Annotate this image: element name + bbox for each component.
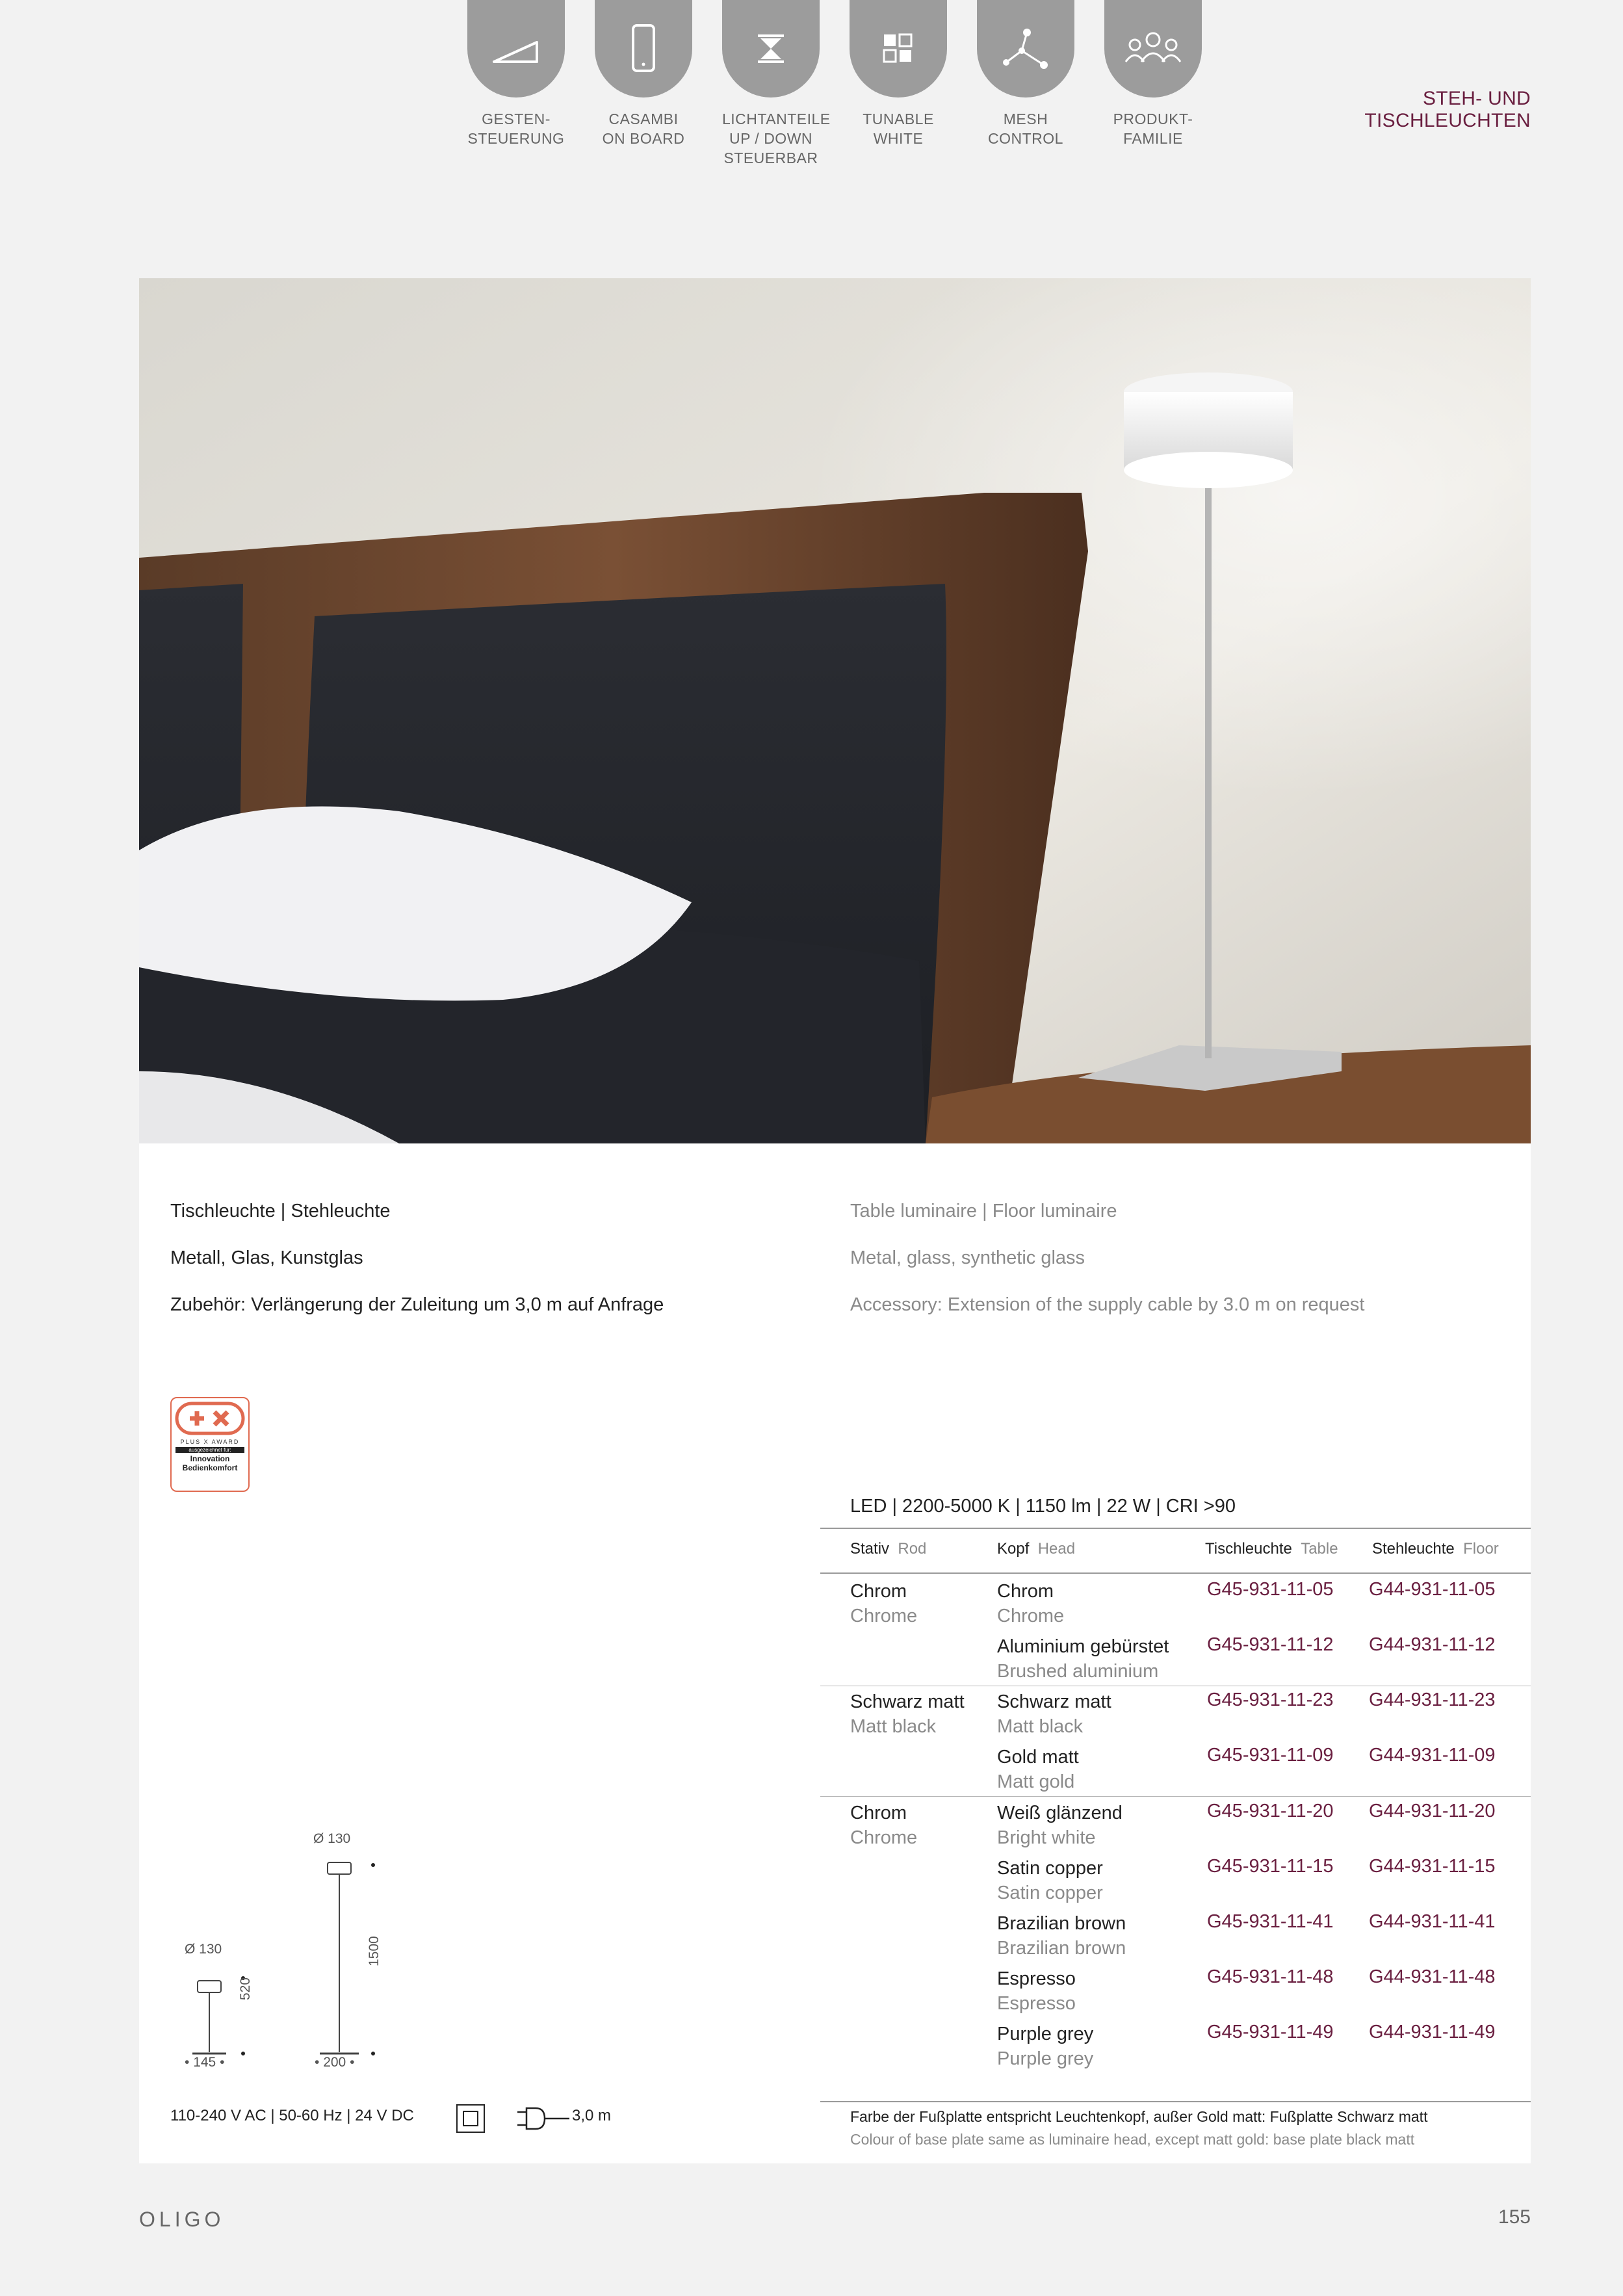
floor-lamp-diameter: Ø 130	[313, 1831, 351, 1846]
material-de: Metall, Glas, Kunstglas	[170, 1247, 363, 1268]
floor-article-number: G44-931-11-09	[1369, 1745, 1496, 1766]
head-cell: Gold matt Matt gold	[997, 1747, 1079, 1792]
plus-x-award-badge	[170, 1397, 250, 1492]
gesture-wedge-icon	[490, 29, 542, 68]
feature-label: CASAMBI ON BOARD	[602, 111, 685, 147]
table-article-number: G45-931-11-41	[1207, 1911, 1334, 1932]
feature-mesh-control	[977, 0, 1074, 148]
product-info-panel	[139, 1143, 1531, 2163]
feature-tab	[1104, 0, 1202, 98]
lamp-rod	[1205, 486, 1212, 1058]
floor-article-number: G44-931-11-48	[1369, 1966, 1496, 1987]
table-top-rule	[820, 1528, 1531, 1529]
plus-x-logo-icon	[172, 1398, 248, 1439]
feature-tunable-white	[850, 0, 947, 148]
brand-logo: OLIGO	[139, 2208, 225, 2231]
table-article-number: G45-931-11-49	[1207, 2022, 1334, 2042]
rod-cell: Schwarz matt Matt black	[850, 1691, 965, 1737]
table-article-number: G45-931-11-48	[1207, 1966, 1334, 1987]
table-article-number: G45-931-11-20	[1207, 1801, 1334, 1821]
mesh-network-icon	[1000, 26, 1052, 72]
accessory-de: Zubehör: Verlängerung der Zuleitung um 3,0 m auf Anfrage	[170, 1294, 664, 1315]
feature-tab	[850, 0, 947, 98]
head-cell: Espresso Espresso	[997, 1968, 1076, 2014]
feature-product-family	[1104, 0, 1202, 148]
table-lamp-height: 520	[238, 1977, 253, 2000]
feature-tab	[722, 0, 820, 98]
table-lamp-diameter: Ø 130	[185, 1942, 222, 1957]
page-number: 155	[1498, 2206, 1531, 2228]
head-cell: Chrom Chrome	[997, 1581, 1065, 1626]
floor-article-number: G44-931-11-15	[1369, 1856, 1496, 1877]
head-cell: Satin copper Satin copper	[997, 1858, 1103, 1903]
floor-lamp-base: • 200 •	[315, 2055, 355, 2070]
header-floor: Stehleuchte Floor	[1372, 1540, 1499, 1558]
table-article-number: G45-931-11-15	[1207, 1856, 1334, 1877]
family-people-icon	[1122, 29, 1184, 68]
material-en: Metal, glass, synthetic glass	[850, 1247, 1085, 1268]
table-article-number: G45-931-11-05	[1207, 1579, 1334, 1600]
feature-label: PRODUKT- FAMILIE	[1113, 111, 1193, 147]
feature-casambi	[595, 0, 692, 148]
floor-article-number: G44-931-11-20	[1369, 1801, 1496, 1821]
feature-label: GESTEN- STEUERUNG	[467, 111, 565, 147]
feature-up-down	[722, 0, 831, 168]
head-cell: Purple grey Purple grey	[997, 2024, 1094, 2069]
floor-lamp-height: 1500	[367, 1936, 382, 1966]
type-de: Tischleuchte | Stehleuchte	[170, 1201, 391, 1221]
rod-cell: Chrom Chrome	[850, 1581, 918, 1626]
cable-length: 3,0 m	[572, 2107, 612, 2124]
rod-cell: Chrom Chrome	[850, 1803, 918, 1848]
feature-tab	[595, 0, 692, 98]
accessory-en: Accessory: Extension of the supply cable by 3.0 m on request	[850, 1294, 1365, 1315]
base-plate-note-de: Farbe der Fußplatte entspricht Leuchtenkopf, außer Gold matt: Fußplatte Schwarz matt	[850, 2108, 1428, 2125]
table-lamp-base: • 145 •	[185, 2055, 225, 2070]
type-en: Table luminaire | Floor luminaire	[850, 1201, 1117, 1221]
plug-icon	[516, 2106, 571, 2132]
table-article-number: G45-931-11-09	[1207, 1745, 1334, 1766]
section-title: STEH- UND TISCHLEUCHTEN	[1364, 88, 1531, 131]
feature-label: TUNABLE WHITE	[863, 111, 934, 147]
electrical-supply: 110-240 V AC | 50-60 Hz | 24 V DC	[170, 2107, 414, 2124]
floor-article-number: G44-931-11-49	[1369, 2022, 1496, 2042]
head-cell: Weiß glänzend Bright white	[997, 1803, 1123, 1848]
feature-gesture-control	[467, 0, 565, 148]
header-table: Tischleuchte Table	[1205, 1540, 1338, 1558]
group-rule	[820, 1796, 1531, 1797]
header-rod: Stativ Rod	[850, 1540, 927, 1558]
table-article-number: G45-931-11-23	[1207, 1689, 1334, 1710]
tiles-icon	[879, 29, 918, 68]
feature-tab	[467, 0, 565, 98]
head-cell: Aluminium gebürstet Brushed aluminium	[997, 1636, 1169, 1682]
floor-article-number: G44-931-11-12	[1369, 1634, 1496, 1655]
feature-label: MESH CONTROL	[988, 111, 1063, 147]
floor-article-number: G44-931-11-05	[1369, 1579, 1496, 1600]
product-photo	[139, 278, 1531, 1143]
award-line-3: Innovation	[190, 1454, 230, 1463]
feature-label: LICHTANTEILE UP / DOWN STEUERBAR	[722, 111, 831, 166]
award-line-1: PLUS X AWARD	[180, 1439, 240, 1445]
protection-class-icon	[455, 2103, 486, 2134]
award-line-4: Bedienkomfort	[182, 1463, 238, 1472]
led-specs: LED | 2200-5000 K | 1150 lm | 22 W | CRI >90	[850, 1496, 1236, 1517]
smartphone-icon	[624, 23, 663, 75]
table-article-number: G45-931-11-12	[1207, 1634, 1334, 1655]
header-head: Kopf Head	[997, 1540, 1076, 1558]
hourglass-icon	[751, 29, 790, 68]
head-cell: Schwarz matt Matt black	[997, 1691, 1111, 1737]
floor-article-number: G44-931-11-23	[1369, 1689, 1496, 1710]
head-cell: Brazilian brown Brazilian brown	[997, 1913, 1126, 1959]
base-plate-note-en: Colour of base plate same as luminaire head, except matt gold: base plate black matt	[850, 2131, 1415, 2148]
feature-tab	[977, 0, 1074, 98]
header-rule	[820, 1572, 1531, 1574]
floor-article-number: G44-931-11-41	[1369, 1911, 1496, 1932]
table-bottom-rule	[820, 2101, 1531, 2102]
award-line-2: ausgezeichnet für:	[175, 1447, 244, 1453]
